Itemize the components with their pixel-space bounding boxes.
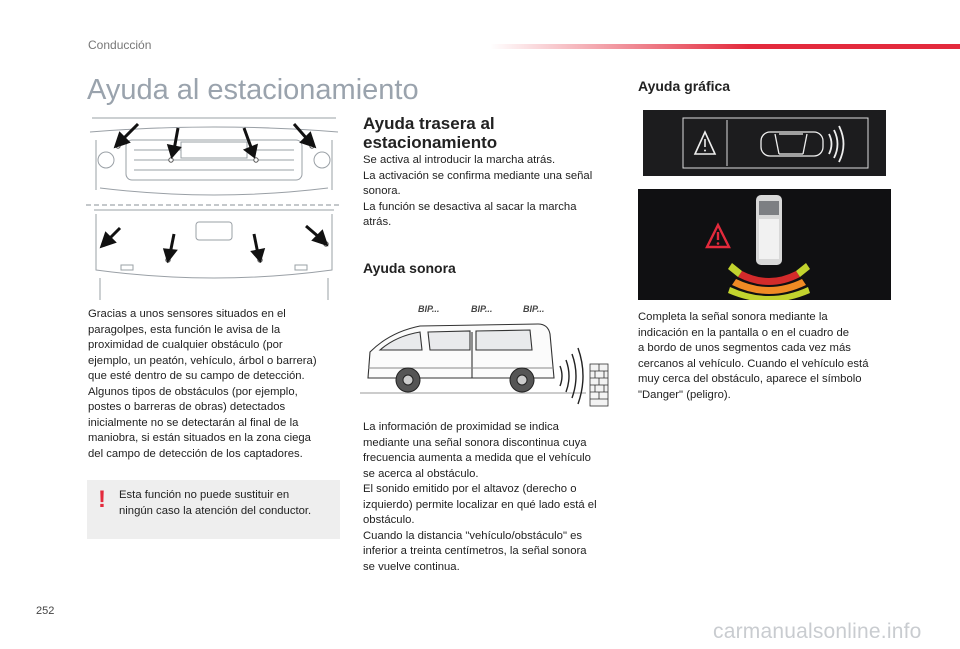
car-rear-view-icon [756,195,782,265]
warning-note [87,480,340,539]
sound-aid-line: mediante una señal sonora discontinua cuya [363,436,587,449]
rear-aid-line: Se activa al introducir la marcha atrás. [363,154,556,166]
graphic-aid-line: a bordo de unos segmentos cada vez más [638,342,851,354]
rear-aid-line: La función se desactiva al sacar la marcha [363,200,577,213]
dashboard-display-illustration [643,110,886,176]
intro-line: ejemplo, un peatón, vehículo, árbol o barrera) [88,354,317,367]
sound-aid-line: se acerca al obstáculo. [363,467,479,480]
watermark: carmanualsonline.info [713,620,922,643]
rear-aid-title-line: Ayuda trasera al [363,114,495,133]
intro-line: Gracias a unos sensores situados en el [88,308,286,320]
sound-aid-line: se vuelve continua. [363,560,460,573]
sound-aid-line: Cuando la distancia "vehículo/obstáculo" es [363,529,583,542]
sound-aid-line: inferior a treinta centímetros, la señal sonora [363,545,587,557]
page-title: Ayuda al estacionamiento [87,74,419,106]
van-beep-illustration [360,296,612,414]
rear-aid-line: sonora. [363,185,401,197]
warning-line: Esta función no puede sustituir en [119,489,290,501]
beep-label: BIP... [471,304,493,314]
intro-line: paragolpes, esta función le avisa de la [88,323,281,336]
sound-aid-line: obstáculo. [363,514,415,526]
intro-line: maniobra, si están situados en la zona ciega [88,432,311,444]
intro-line: inicialmente no se detectarán al final de la [88,416,299,429]
rear-aid-paragraph [363,153,615,231]
graphic-aid-line: Completa la señal sonora mediante la [638,311,828,323]
brick-wall-icon [590,364,608,406]
rear-aid-line: La activación se confirma mediante una señal [363,169,593,182]
sound-aid-title: Ayuda sonora [363,260,456,276]
graphic-aid-line: cercanos al vehículo. Cuando el vehículo está [638,357,869,370]
bumper-sensors-illustration [86,110,342,300]
intro-line: Algunos tipos de obstáculos (por ejemplo, [88,385,298,398]
graphic-aid-line: muy cerca del obstáculo, aparece el símbolo [638,373,862,385]
exclamation-icon: ! [98,486,106,513]
sound-aid-line: izquierdo) permite localizar en qué lado está el [363,498,597,511]
warning-line: ningún caso la atención del conductor. [119,505,312,517]
beep-label: BIP... [523,304,545,314]
graphic-aid-title: Ayuda gráfica [638,78,731,94]
sound-aid-paragraph [363,420,618,575]
rear-aid-title-line: estacionamiento [363,133,498,152]
graphic-aid-paragraph [638,310,890,403]
header-accent-bar [490,44,960,49]
graphic-aid-line: "Danger" (peligro). [638,388,731,401]
graphic-aid-line: indicación en la pantalla o en el cuadro de [638,326,850,339]
sound-aid-line: frecuencia aumenta a medida que el vehículo [363,452,591,464]
beep-label: BIP... [418,304,440,314]
intro-line: proximidad de cualquier obstáculo (por [88,339,283,351]
intro-line: postes o barreras de obras) detectados [88,401,286,413]
intro-line: que esté dentro de su campo de detección. [88,370,305,382]
sound-wave-icon [560,348,583,404]
rear-aid-title [363,114,497,152]
intro-paragraph [88,307,343,462]
page-number: 252 [36,605,55,617]
sound-aid-line: El sonido emitido por el altavoz (derecho o [363,483,577,495]
section-label: Conducción [88,38,152,52]
intro-line: del campo de detección de los captadores. [88,447,303,460]
rear-aid-line: atrás. [363,216,392,228]
warning-text [119,487,331,519]
screen-display-illustration [638,189,891,300]
sound-aid-line: La información de proximidad se indica [363,421,559,433]
